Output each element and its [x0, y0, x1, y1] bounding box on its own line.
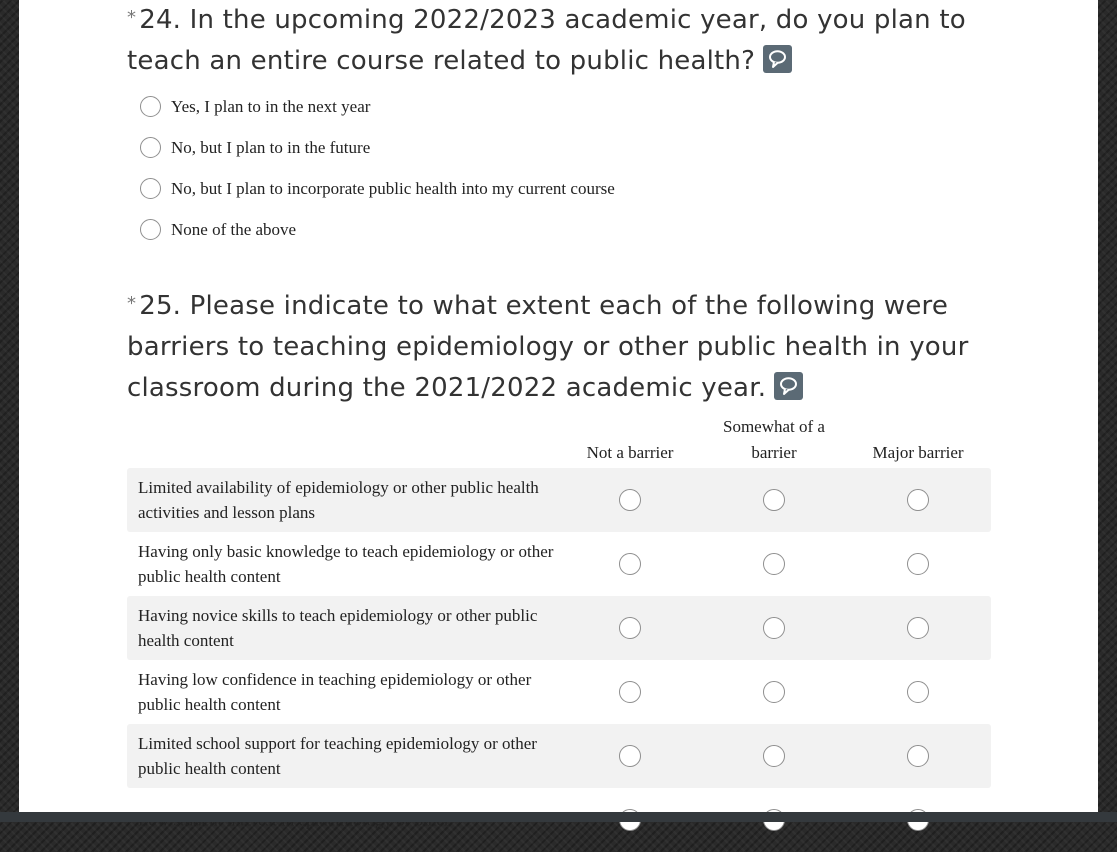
radio-button[interactable] — [907, 681, 929, 703]
radio-button[interactable] — [763, 745, 785, 767]
cell-not-a-barrier[interactable] — [558, 745, 702, 767]
cell-major-barrier[interactable] — [846, 745, 990, 767]
survey-page — [19, 0, 1098, 812]
cell-somewhat-barrier[interactable] — [702, 489, 846, 511]
row-label: Limited school support for teaching epidemiology or other public health content — [138, 734, 537, 778]
option-yes-next-year[interactable] — [140, 86, 615, 127]
radio-button[interactable] — [619, 489, 641, 511]
cell-major-barrier[interactable] — [846, 489, 990, 511]
radio-button[interactable] — [140, 219, 161, 240]
option-label: Yes, I plan to in the next year — [171, 96, 371, 116]
radio-button[interactable] — [140, 178, 161, 199]
required-marker: * — [127, 7, 137, 28]
radio-button[interactable] — [763, 617, 785, 639]
radio-button[interactable] — [619, 681, 641, 703]
column-header-major-barrier: Major barrier — [872, 443, 964, 462]
radio-button[interactable] — [763, 553, 785, 575]
cell-somewhat-barrier[interactable] — [702, 553, 846, 575]
radio-button[interactable] — [619, 745, 641, 767]
question-24-text: 24. In the upcoming 2022/2023 academic year, do you plan to teach an entire course related to public health? — [127, 5, 966, 76]
cell-major-barrier[interactable] — [846, 617, 990, 639]
row-label: Having novice skills to teach epidemiology or other public health content — [138, 606, 538, 650]
option-label: None of the above — [171, 219, 297, 239]
cell-somewhat-barrier[interactable] — [702, 681, 846, 703]
comment-icon[interactable] — [763, 45, 792, 73]
cell-not-a-barrier[interactable] — [558, 681, 702, 703]
bottom-bar — [0, 812, 1117, 822]
cell-not-a-barrier[interactable] — [558, 489, 702, 511]
cell-major-barrier[interactable] — [846, 681, 990, 703]
question-25-title — [127, 283, 1007, 409]
question-25-text: 25. Please indicate to what extent each of the following were barriers to teaching epidemiology or other public health in your classroom during the 2021/2022 academic year. — [127, 291, 969, 403]
cell-not-a-barrier[interactable] — [558, 617, 702, 639]
row-label: Having low confidence in teaching epidemiology or other public health content — [138, 670, 532, 714]
radio-button[interactable] — [763, 681, 785, 703]
radio-button[interactable] — [140, 137, 161, 158]
matrix-row — [127, 724, 991, 788]
cell-somewhat-barrier[interactable] — [702, 745, 846, 767]
column-header-somewhat-barrier: Somewhat of a barrier — [723, 417, 825, 462]
radio-button[interactable] — [907, 745, 929, 767]
radio-button[interactable] — [907, 553, 929, 575]
radio-button[interactable] — [763, 489, 785, 511]
option-no-future[interactable] — [140, 127, 615, 168]
matrix-row — [127, 660, 991, 724]
question-25-matrix — [127, 410, 991, 852]
question-24-title — [127, 0, 1007, 82]
radio-button[interactable] — [619, 553, 641, 575]
option-label: No, but I plan to in the future — [171, 137, 371, 157]
matrix-row — [127, 532, 991, 596]
comment-icon[interactable] — [774, 372, 803, 400]
matrix-row — [127, 468, 991, 532]
radio-button[interactable] — [907, 489, 929, 511]
row-label: Limited availability of epidemiology or other public health activities and lesson plans — [138, 478, 539, 522]
radio-button[interactable] — [140, 96, 161, 117]
matrix-row — [127, 596, 991, 660]
option-label: No, but I plan to incorporate public health into my current course — [171, 178, 615, 198]
question-24-options — [140, 86, 615, 250]
radio-button[interactable] — [907, 617, 929, 639]
option-none[interactable] — [140, 209, 615, 250]
radio-button[interactable] — [619, 617, 641, 639]
matrix-header — [127, 410, 991, 468]
required-marker: * — [127, 293, 137, 314]
row-label: Having only basic knowledge to teach epidemiology or other public health content — [138, 542, 554, 586]
column-header-not-a-barrier: Not a barrier — [586, 443, 674, 462]
cell-somewhat-barrier[interactable] — [702, 617, 846, 639]
option-no-incorporate[interactable] — [140, 168, 615, 209]
cell-major-barrier[interactable] — [846, 553, 990, 575]
cell-not-a-barrier[interactable] — [558, 553, 702, 575]
